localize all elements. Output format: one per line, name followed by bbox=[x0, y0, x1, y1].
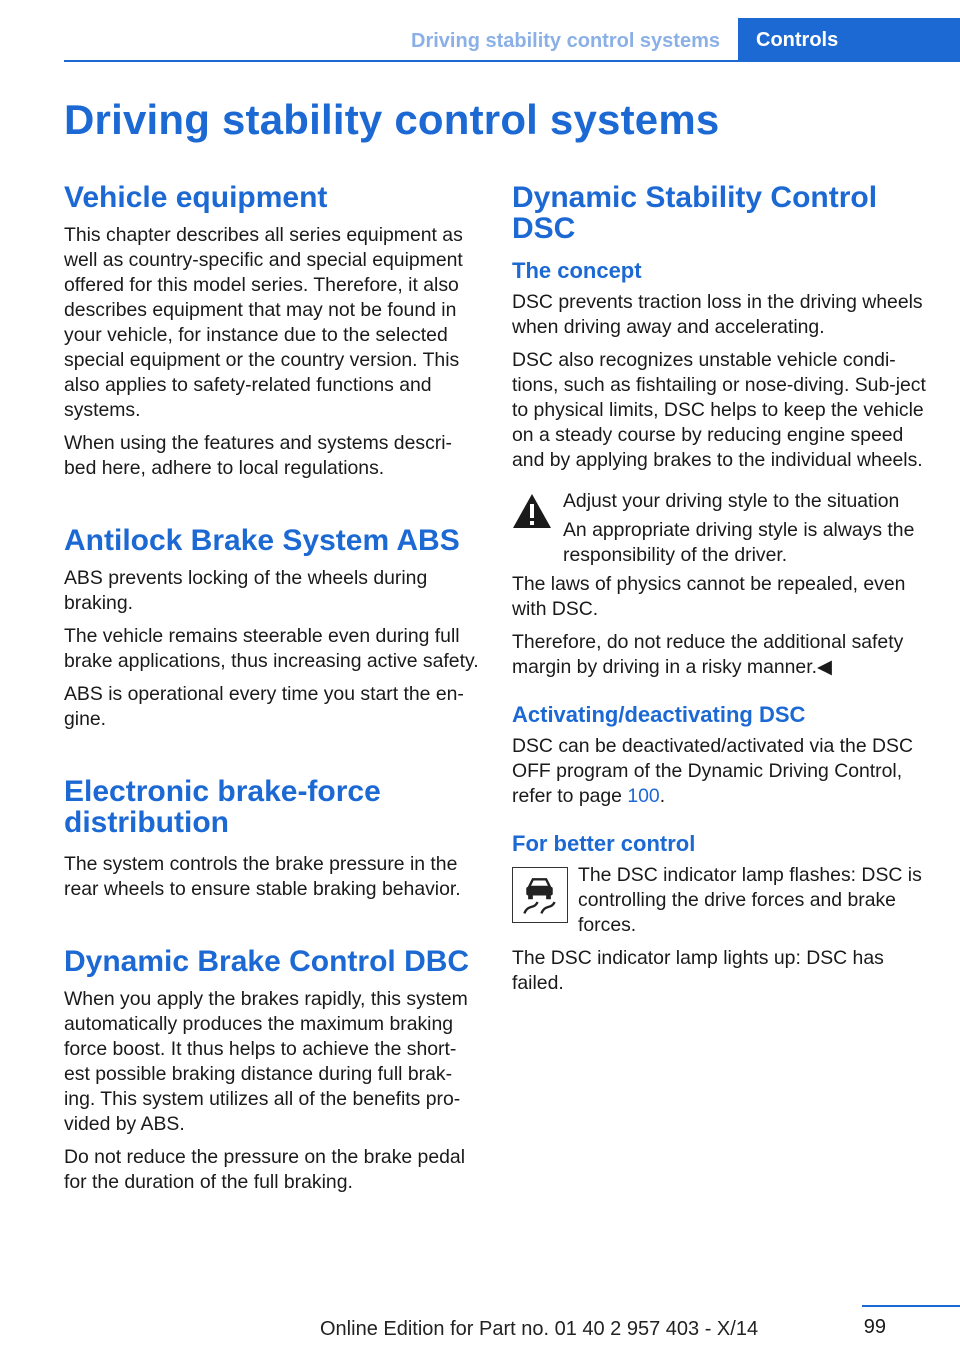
dbc-paragraph-1: When you apply the brakes rapidly, this system automatically produces the maximum braking force boost. It thus helps to achieve the short‐est possible braking distance during full brak‐ing. This system utilizes all of the benefits pro‐vided by ABS. bbox=[64, 988, 468, 1135]
vehicle-equipment-paragraph-1: This chapter describes all series equipment as well as country-specific and special equipment offered for this model series. Therefore, it also describes equipment that may not be found in your vehicle, for instance due to the selected special equipment or the country version. This also applies to safety-related functions and systems. bbox=[64, 224, 463, 421]
footer-rule bbox=[862, 1305, 960, 1307]
control-heading: For better control bbox=[512, 831, 696, 856]
header-chapter-tab: Controls bbox=[738, 18, 960, 62]
abs-paragraph-2: The vehicle remains steerable even during full brake applications, thus increasing active safety. bbox=[64, 625, 479, 672]
page-title: Driving stability control systems bbox=[64, 96, 720, 143]
concept-heading: The concept bbox=[512, 258, 642, 283]
vehicle-equipment-heading: Vehicle equipment bbox=[64, 181, 328, 214]
abs-paragraph-1: ABS prevents locking of the wheels during braking. bbox=[64, 567, 428, 614]
dsc-heading: Dynamic Stability Control DSC bbox=[512, 181, 878, 245]
warning-note bbox=[512, 489, 930, 568]
dsc-indicator-lamp-icon bbox=[512, 867, 568, 923]
right-column bbox=[512, 182, 930, 1004]
warning-paragraph-2: The laws of physics cannot be repealed, even with DSC. bbox=[512, 573, 906, 620]
page-reference-link[interactable]: 100 bbox=[627, 785, 660, 807]
activating-heading: Activating/deactivating DSC bbox=[512, 702, 806, 727]
footer-edition: Online Edition for Part no. 01 40 2 957 403 - X/14 bbox=[320, 1318, 759, 1340]
lamp-flash-text: The DSC indicator lamp flashes: DSC is controlling the drive forces and brake forces. bbox=[578, 864, 922, 936]
warning-paragraph-1-start bbox=[512, 518, 930, 568]
activating-text: DSC can be deactivated/activated via the DSC OFF program of the Dynamic Driving Control, refer to page bbox=[512, 735, 913, 807]
vehicle-equipment-paragraph-2: When using the features and systems descri‐bed here, adhere to local regulations. bbox=[64, 432, 452, 479]
abs-heading: Antilock Brake System ABS bbox=[64, 524, 460, 557]
lamp-failed-text: The DSC indicator lamp lights up: DSC has failed. bbox=[512, 947, 884, 994]
lamp-note bbox=[512, 863, 930, 938]
header-section-title: Driving stability control systems bbox=[411, 30, 720, 52]
dsc-paragraph-2: DSC also recognizes unstable vehicle condi‐tions, such as fishtailing or nose-diving. Sub‐ject to physical limits, DSC helps to keep the vehicle on a steady course by reducing engine speed and by applying brakes to the individual wheels. bbox=[512, 349, 926, 471]
abs-paragraph-3: ABS is operational every time you start the en‐gine. bbox=[64, 683, 464, 730]
ebd-heading: Electronic brake-force distribution bbox=[64, 775, 381, 839]
warning-paragraph-3: Therefore, do not reduce the additional safety margin by driving in a risky manner.◀ bbox=[512, 631, 904, 678]
left-column bbox=[64, 182, 482, 1203]
dsc-paragraph-1: DSC prevents traction loss in the driving wheels when driving away and accelerating. bbox=[512, 291, 923, 338]
dbc-paragraph-2: Do not reduce the pressure on the brake pedal for the duration of the full braking. bbox=[64, 1146, 466, 1193]
warning-paragraph-1: An appropriate driving style is always the responsibility of the driver. bbox=[563, 519, 915, 566]
activating-end: . bbox=[659, 785, 666, 807]
dsc-car-skid-icon bbox=[513, 868, 566, 921]
warning-title: Adjust your driving style to the situation bbox=[563, 490, 900, 512]
warning-triangle-icon bbox=[512, 493, 552, 529]
activating-paragraph bbox=[512, 734, 930, 809]
dbc-heading: Dynamic Brake Control DBC bbox=[64, 945, 470, 978]
ebd-paragraph-1: The system controls the brake pressure in the rear wheels to ensure stable braking behavior. bbox=[64, 853, 461, 900]
page-number: 99 bbox=[863, 1316, 886, 1338]
